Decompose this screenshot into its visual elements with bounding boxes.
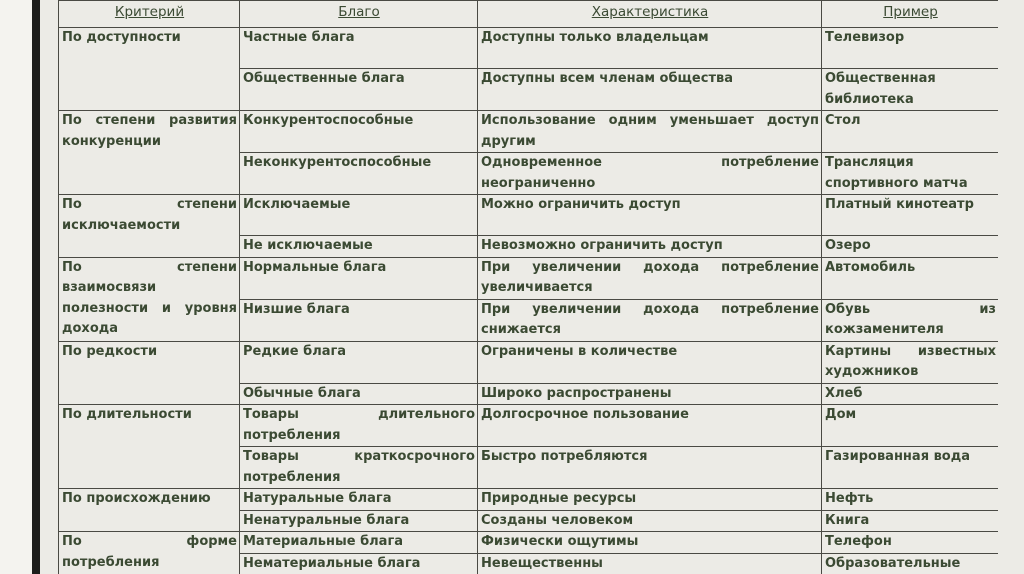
characteristic-cell: Быстро потребляются	[478, 447, 822, 489]
table-row	[59, 489, 999, 511]
table-row	[59, 341, 999, 383]
good-cell: Нематериальные блага	[240, 553, 478, 574]
example-cell: Общественная библиотека	[822, 69, 999, 111]
characteristic-cell: Широко распространены	[478, 383, 822, 405]
characteristic-cell: Доступны только владельцам	[478, 28, 822, 69]
example-cell: Газированная вода	[822, 447, 999, 489]
table-header-row	[59, 1, 999, 28]
header-characteristic: Характеристика	[478, 1, 822, 28]
criterion-cell: По редкости	[59, 341, 240, 405]
slide-left-bar	[0, 0, 40, 574]
example-cell: Образовательные	[822, 553, 999, 574]
criterion-cell: По доступности	[59, 28, 240, 111]
header-example: Пример	[822, 1, 999, 28]
characteristic-cell: Природные ресурсы	[478, 489, 822, 511]
characteristic-cell: Невещественны	[478, 553, 822, 574]
characteristic-cell: При увеличении дохода потребление снижается	[478, 299, 822, 341]
good-cell: Натуральные блага	[240, 489, 478, 511]
characteristic-cell: Можно ограничить доступ	[478, 195, 822, 236]
example-cell: Автомобиль	[822, 257, 999, 299]
criterion-cell: По степени исключаемости	[59, 195, 240, 258]
example-cell: Картины известных художников	[822, 341, 999, 383]
good-cell: Конкурентоспособные	[240, 111, 478, 153]
table-row	[59, 28, 999, 69]
table-row	[59, 195, 999, 236]
characteristic-cell: Доступны всем членам общества	[478, 69, 822, 111]
good-cell: Редкие блага	[240, 341, 478, 383]
header-good: Благо	[240, 1, 478, 28]
criterion-cell: По форме потребления	[59, 532, 240, 574]
table-row	[59, 111, 999, 153]
table-row	[59, 405, 999, 447]
header-criterion: Критерий	[59, 1, 240, 28]
good-cell: Исключаемые	[240, 195, 478, 236]
table-row	[59, 257, 999, 299]
characteristic-cell: Ограничены в количестве	[478, 341, 822, 383]
example-cell: Стол	[822, 111, 999, 153]
characteristic-cell: Использование одним уменьшает доступ другим	[478, 111, 822, 153]
slide-left-stripe	[32, 0, 40, 574]
good-cell: Ненатуральные блага	[240, 510, 478, 532]
criterion-cell: По степени взаимосвязи полезности и уровня дохода	[59, 257, 240, 341]
characteristic-cell: При увеличении дохода потребление увеличивается	[478, 257, 822, 299]
criterion-cell: По происхождению	[59, 489, 240, 532]
example-cell: Обувь из кожзаменителя	[822, 299, 999, 341]
example-cell: Хлеб	[822, 383, 999, 405]
good-cell: Не исключаемые	[240, 236, 478, 258]
criterion-cell: По длительности	[59, 405, 240, 489]
example-cell: Платный кинотеатр	[822, 195, 999, 236]
characteristic-cell: Одновременное потребление неограниченно	[478, 153, 822, 195]
good-cell: Обычные блага	[240, 383, 478, 405]
table-container	[58, 0, 998, 574]
characteristic-cell: Долгосрочное пользование	[478, 405, 822, 447]
characteristic-cell: Физически ощутимы	[478, 532, 822, 554]
example-cell: Телефон	[822, 532, 999, 554]
table-row	[59, 532, 999, 554]
good-cell: Низшие блага	[240, 299, 478, 341]
criterion-cell: По степени развития конкуренции	[59, 111, 240, 195]
good-cell: Частные блага	[240, 28, 478, 69]
good-cell: Материальные блага	[240, 532, 478, 554]
example-cell: Дом	[822, 405, 999, 447]
example-cell: Нефть	[822, 489, 999, 511]
good-cell: Нормальные блага	[240, 257, 478, 299]
good-cell: Товары длительного потребления	[240, 405, 478, 447]
good-cell: Общественные блага	[240, 69, 478, 111]
good-cell: Товары краткосрочного потребления	[240, 447, 478, 489]
example-cell: Книга	[822, 510, 999, 532]
example-cell: Трансляция спортивного матча	[822, 153, 999, 195]
goods-classification-table	[58, 0, 998, 574]
example-cell: Телевизор	[822, 28, 999, 69]
characteristic-cell: Созданы человеком	[478, 510, 822, 532]
characteristic-cell: Невозможно ограничить доступ	[478, 236, 822, 258]
good-cell: Неконкурентоспособные	[240, 153, 478, 195]
example-cell: Озеро	[822, 236, 999, 258]
